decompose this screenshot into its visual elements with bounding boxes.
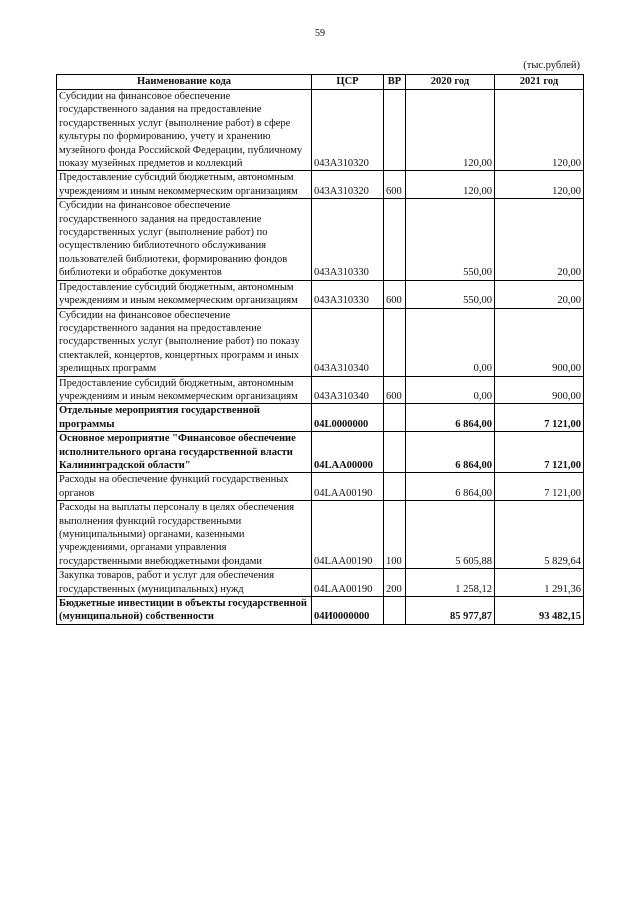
header-2020: 2020 год [406, 75, 495, 90]
cell-2020: 120,00 [406, 90, 495, 171]
cell-2020: 5 605,88 [406, 501, 495, 569]
cell-csr: 043A310330 [312, 280, 384, 308]
cell-vr: 200 [384, 569, 406, 597]
cell-2021: 7 121,00 [495, 473, 584, 501]
cell-csr: 04L0000000 [312, 404, 384, 432]
cell-csr: 043A310340 [312, 376, 384, 404]
cell-2021: 93 482,15 [495, 597, 584, 625]
cell-name: Бюджетные инвестиции в объекты государственной (муниципальной) собственности [57, 597, 312, 625]
cell-2021: 1 291,36 [495, 569, 584, 597]
cell-2020: 550,00 [406, 199, 495, 280]
cell-2020: 120,00 [406, 171, 495, 199]
cell-2020: 0,00 [406, 376, 495, 404]
cell-2020: 6 864,00 [406, 404, 495, 432]
cell-2020: 85 977,87 [406, 597, 495, 625]
cell-name: Предоставление субсидий бюджетным, автономным учреждениям и иным некоммерческим организациям [57, 171, 312, 199]
table-row [57, 404, 584, 432]
cell-name: Расходы на обеспечение функций государственных органов [57, 473, 312, 501]
table-row [57, 501, 584, 569]
table-row [57, 432, 584, 473]
table-row [57, 280, 584, 308]
cell-vr [384, 432, 406, 473]
cell-vr [384, 404, 406, 432]
table-row [57, 308, 584, 376]
cell-vr [384, 597, 406, 625]
cell-csr: 04LAA00190 [312, 501, 384, 569]
table-header-row [57, 75, 584, 90]
header-vr: ВР [384, 75, 406, 90]
cell-name: Отдельные мероприятия государственной программы [57, 404, 312, 432]
cell-csr: 043A310330 [312, 199, 384, 280]
cell-vr [384, 199, 406, 280]
cell-2021: 900,00 [495, 376, 584, 404]
cell-csr: 04И0000000 [312, 597, 384, 625]
cell-csr: 04LAA00000 [312, 432, 384, 473]
cell-name: Расходы на выплаты персоналу в целях обеспечения выполнения функций государственными (муниципальными) органами, казенными учреждениями, органами управления государственными внебюджетными фондами [57, 501, 312, 569]
table-row [57, 597, 584, 625]
cell-vr: 100 [384, 501, 406, 569]
cell-csr: 043A310320 [312, 171, 384, 199]
table-row [57, 376, 584, 404]
cell-2020: 0,00 [406, 308, 495, 376]
table-row [57, 569, 584, 597]
cell-vr [384, 473, 406, 501]
cell-name: Закупка товаров, работ и услуг для обеспечения государственных (муниципальных) нужд [57, 569, 312, 597]
header-name: Наименование кода [57, 75, 312, 90]
cell-2020: 6 864,00 [406, 473, 495, 501]
cell-vr: 600 [384, 376, 406, 404]
cell-csr: 04LAA00190 [312, 473, 384, 501]
cell-2021: 5 829,64 [495, 501, 584, 569]
cell-csr: 043A310320 [312, 90, 384, 171]
table-row [57, 90, 584, 171]
budget-table [56, 74, 584, 625]
cell-2021: 20,00 [495, 280, 584, 308]
header-2021: 2021 год [495, 75, 584, 90]
cell-vr [384, 308, 406, 376]
header-csr: ЦСР [312, 75, 384, 90]
cell-2021: 7 121,00 [495, 404, 584, 432]
cell-vr: 600 [384, 171, 406, 199]
cell-2021: 120,00 [495, 90, 584, 171]
cell-csr: 04LAA00190 [312, 569, 384, 597]
cell-name: Основное мероприятие "Финансовое обеспечение исполнительного органа государственной власти Калининградской области" [57, 432, 312, 473]
cell-name: Субсидии на финансовое обеспечение государственного задания на предоставление государственных услуг (выполнение работ) в сфере культуры по формированию, учету и хранению музейного фонда Российской Федерации, публичному показу музейных предметов и коллекций [57, 90, 312, 171]
cell-name: Предоставление субсидий бюджетным, автономным учреждениям и иным некоммерческим организациям [57, 280, 312, 308]
cell-vr: 600 [384, 280, 406, 308]
cell-name: Субсидии на финансовое обеспечение государственного задания на предоставление государственных услуг (выполнение работ) по осуществлению библиотечного обслуживания пользователей библиотеки, формированию фондов библиотеки и обработке документов [57, 199, 312, 280]
cell-2020: 550,00 [406, 280, 495, 308]
cell-vr [384, 90, 406, 171]
cell-name: Предоставление субсидий бюджетным, автономным учреждениям и иным некоммерческим организациям [57, 376, 312, 404]
cell-2020: 1 258,12 [406, 569, 495, 597]
page-number: 59 [315, 28, 325, 39]
cell-name: Субсидии на финансовое обеспечение государственного задания на предоставление государственных услуг (выполнение работ) по показу спектаклей, концертов, концертных программ и иных зрелищных программ [57, 308, 312, 376]
cell-csr: 043A310340 [312, 308, 384, 376]
cell-2021: 7 121,00 [495, 432, 584, 473]
cell-2021: 900,00 [495, 308, 584, 376]
table-row [57, 473, 584, 501]
units-label: (тыс.рублей) [523, 60, 580, 71]
table-row [57, 171, 584, 199]
cell-2021: 20,00 [495, 199, 584, 280]
cell-2021: 120,00 [495, 171, 584, 199]
table-row [57, 199, 584, 280]
cell-2020: 6 864,00 [406, 432, 495, 473]
